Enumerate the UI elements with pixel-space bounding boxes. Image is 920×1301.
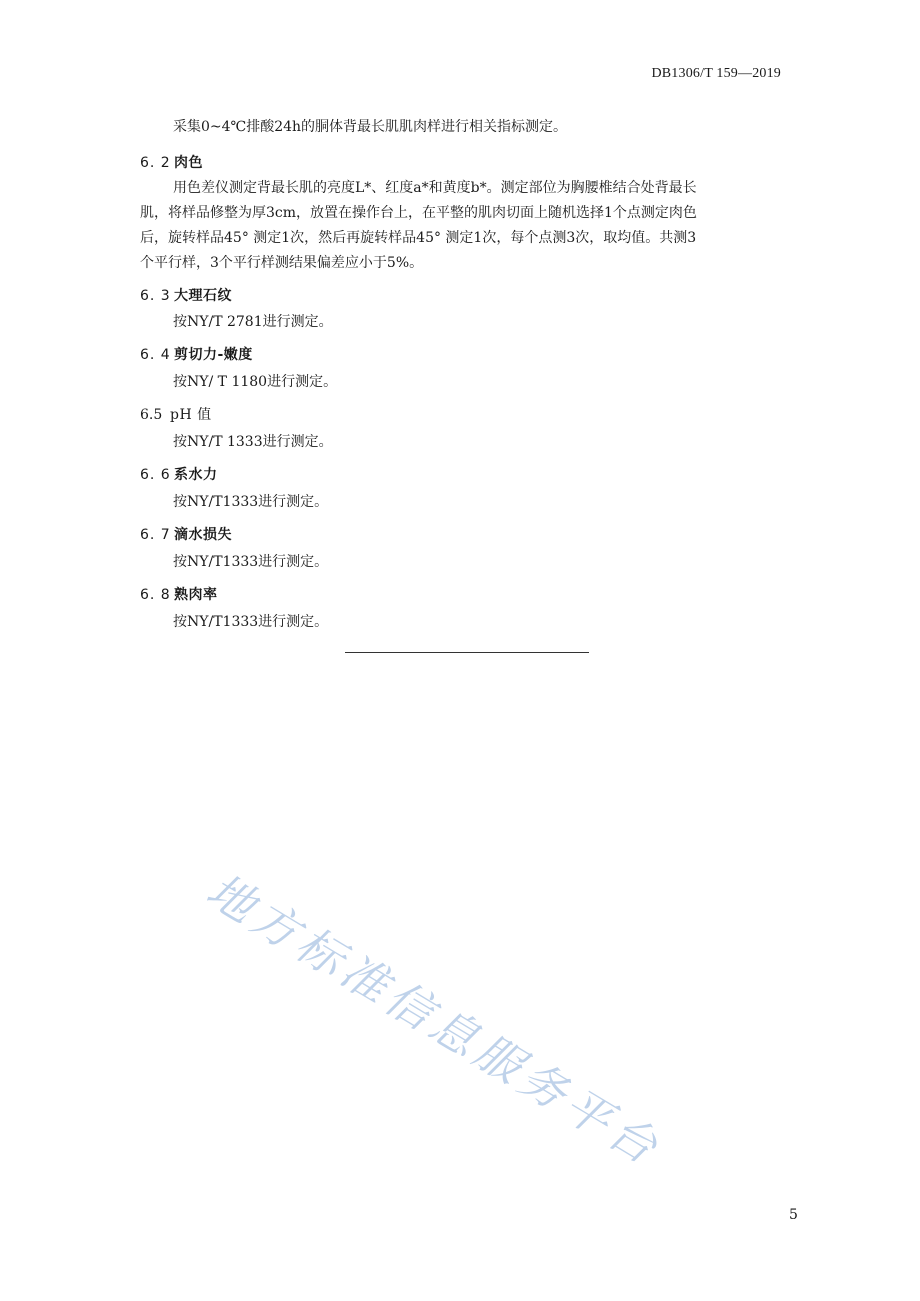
section-number: 6. 7: [140, 527, 171, 543]
section-title: 熟肉率: [174, 587, 218, 603]
end-of-document-rule: [345, 652, 589, 653]
body-line: 个平行样，3个平行样测结果偏差应小于5%。: [140, 255, 424, 271]
section-6-4-heading: [140, 344, 253, 364]
section-number: 6. 4: [140, 347, 171, 363]
section-title: 肉色: [174, 155, 203, 171]
body-line: 后，旋转样品45° 测定1次，然后再旋转样品45° 测定1次，每个点测3次，取均值。共测3: [140, 230, 697, 246]
section-title: 剪切力-嫩度: [174, 347, 253, 363]
section-number: 6. 2: [140, 155, 171, 171]
section-6-8-body: 按NY/T1333进行测定。: [173, 614, 329, 630]
section-title: 系水力: [174, 467, 218, 483]
body-line: 肌，将样品修整为厚3cm，放置在操作台上，在平整的肌肉切面上随机选择1个点测定肉色: [140, 205, 697, 221]
section-number: 6.5: [140, 407, 163, 423]
page-number: 5: [789, 1207, 798, 1223]
section-6-3-body: 按NY/T 2781进行测定。: [173, 314, 333, 330]
section-title: 大理石纹: [174, 288, 232, 304]
section-6-3-heading: [140, 285, 232, 305]
section-title: 滴水损失: [174, 527, 232, 543]
section-number: 6. 3: [140, 288, 171, 304]
watermark: 地方标准信息服务平台: [197, 862, 672, 1177]
section-6-8-heading: [140, 584, 218, 604]
section-number: 6. 6: [140, 467, 171, 483]
section-6-5-heading: [140, 404, 212, 424]
section-6-2-body: [140, 176, 780, 276]
section-number: 6. 8: [140, 587, 171, 603]
document-id: DB1306/T 159—2019: [651, 66, 781, 81]
section-6-2-heading: [140, 152, 203, 172]
section-6-6-body: 按NY/T1333进行测定。: [173, 494, 329, 510]
section-title: pH 值: [170, 407, 212, 423]
section-6-7-heading: [140, 524, 232, 544]
intro-paragraph: 采集0~4℃排酸24h的胴体背最长肌肌肉样进行相关指标测定。: [173, 119, 568, 135]
section-6-7-body: 按NY/T1333进行测定。: [173, 554, 329, 570]
section-6-6-heading: [140, 464, 218, 484]
body-line: 用色差仪测定背最长肌的亮度L*、红度a*和黄度b*。测定部位为胸腰椎结合处背最长: [173, 180, 697, 196]
section-6-4-body: 按NY/ T 1180进行测定。: [173, 374, 338, 390]
section-6-5-body: 按NY/T 1333进行测定。: [173, 434, 333, 450]
